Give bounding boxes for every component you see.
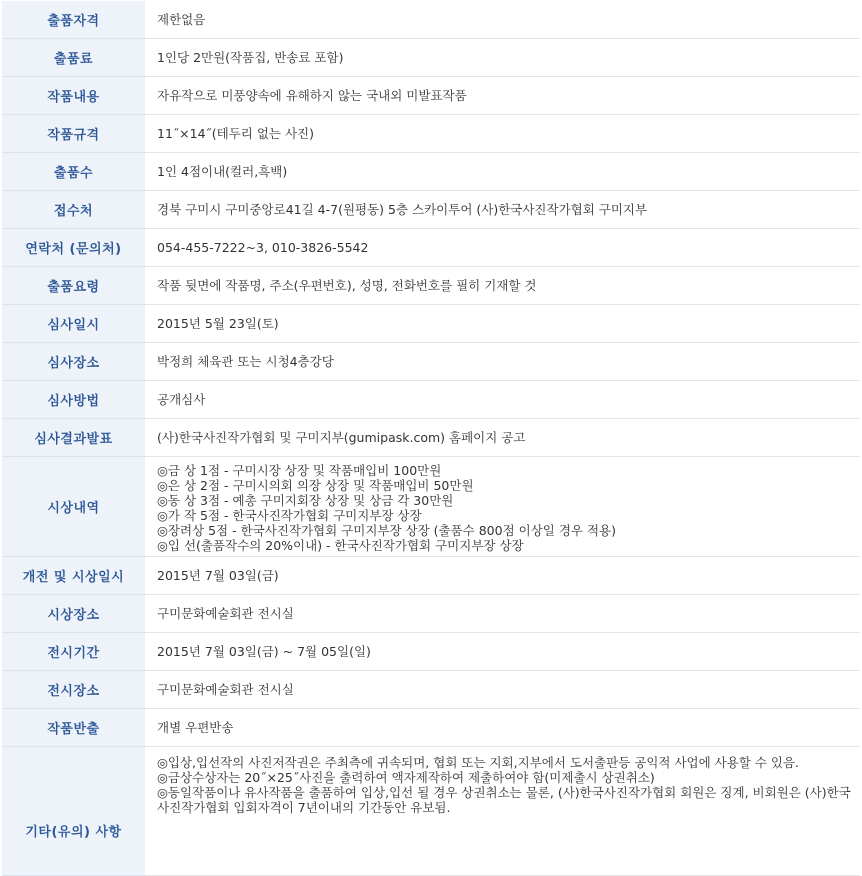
row-value: 제한없음 [145,1,860,39]
row-label: 개전 및 시상일시 [2,557,145,595]
row-value: 2015년 7월 03일(금) ~ 7월 05일(일) [145,633,860,671]
award-item: ◎가 작 5점 - 한국사진작가협회 구미지부장 상장 [157,507,422,523]
row-label: 심사결과발표 [2,419,145,457]
info-row-awards [2,457,860,557]
row-value: 자유작으로 미풍양속에 유해하지 않는 국내외 미발표작품 [145,77,860,115]
info-row-judging-method [2,381,860,419]
info-row-submission-guide [2,267,860,305]
info-row-exhibition-period [2,633,860,671]
info-row-judging-place [2,343,860,381]
row-label: 심사일시 [2,305,145,343]
row-label: 작품반출 [2,709,145,747]
info-row-notes [2,747,860,876]
row-label: 시상내역 [2,457,145,557]
row-label: 연락처 (문의처) [2,229,145,267]
info-row-contact [2,229,860,267]
info-row-return [2,709,860,747]
row-label: 기타(유의) 사항 [2,747,145,876]
row-label: 심사방법 [2,381,145,419]
row-value: 개별 우편반송 [145,709,860,747]
contest-info-table [2,1,860,876]
notes-list [145,747,860,876]
row-value: 작품 뒷면에 작품명, 주소(우편번호), 성명, 전화번호를 필히 기재할 것 [145,267,860,305]
note-item: ◎동일작품이나 유사작품을 출품하여 입상,입선 될 경우 상권취소는 물론, (사)한국사진작가협회 회원은 징계, 비회원은 (사)한국사진작가협회 입회자격이 7년이내의 기간동안 유보됨. [157,785,851,815]
row-label: 작품규격 [2,115,145,153]
row-label: 작품내용 [2,77,145,115]
row-value: 박정희 체육관 또는 시청4층강당 [145,343,860,381]
info-row-reception [2,191,860,229]
row-label: 출품료 [2,39,145,77]
info-row-eligibility [2,1,860,39]
row-label: 시상장소 [2,595,145,633]
info-row-entry-count [2,153,860,191]
row-value: 2015년 5월 23일(토) [145,305,860,343]
row-value: 1인당 2만원(작품집, 반송료 포함) [145,39,860,77]
row-label: 심사장소 [2,343,145,381]
row-value: 054-455-7222~3, 010-3826-5542 [145,229,860,267]
info-row-exhibition-place [2,671,860,709]
row-label: 접수처 [2,191,145,229]
row-label: 출품수 [2,153,145,191]
row-label: 전시기간 [2,633,145,671]
row-value: 구미문화예술회관 전시실 [145,595,860,633]
row-value: 1인 4점이내(컬러,흑백) [145,153,860,191]
awards-list [145,457,860,557]
info-row-ceremony-place [2,595,860,633]
row-label: 출품자격 [2,1,145,39]
award-item: ◎입 선(출품작수의 20%이내) - 한국사진작가협회 구미지부장 상장 [157,537,524,553]
row-label: 출품요령 [2,267,145,305]
info-row-opening [2,557,860,595]
row-label: 전시장소 [2,671,145,709]
row-value: 2015년 7월 03일(금) [145,557,860,595]
row-value: 공개심사 [145,381,860,419]
info-row-work-size [2,115,860,153]
info-row-entry-fee [2,39,860,77]
award-item: ◎장려상 5점 - 한국사진작가협회 구미지부장 상장 (출품수 800점 이상일 경우 적용) [157,522,616,538]
row-value: 11˝×14˝(테두리 없는 사진) [145,115,860,153]
info-row-results [2,419,860,457]
info-row-work-content [2,77,860,115]
row-value: 경북 구미시 구미중앙로41길 4-7(원평동) 5층 스카이투어 (사)한국사진작가협회 구미지부 [145,191,860,229]
award-item: ◎동 상 3점 - 예총 구미지회장 상장 및 상금 각 30만원 [157,492,454,508]
award-item: ◎금 상 1점 - 구미시장 상장 및 작품매입비 100만원 [157,462,442,478]
award-item: ◎은 상 2점 - 구미시의회 의장 상장 및 작품매입비 50만원 [157,477,474,493]
row-value: 구미문화예술회관 전시실 [145,671,860,709]
note-item: ◎금상수상자는 20˝×25˝사진을 출력하여 액자제작하여 제출하여야 함(미제출시 상권취소) [157,770,655,785]
info-row-judging-date [2,305,860,343]
row-value: (사)한국사진작가협회 및 구미지부(gumipask.com) 홈페이지 공고 [145,419,860,457]
note-item: ◎입상,입선작의 사진저작권은 주최측에 귀속되며, 협회 또는 지회,지부에서 도서출판등 공익적 사업에 사용할 수 있음. [157,755,800,770]
